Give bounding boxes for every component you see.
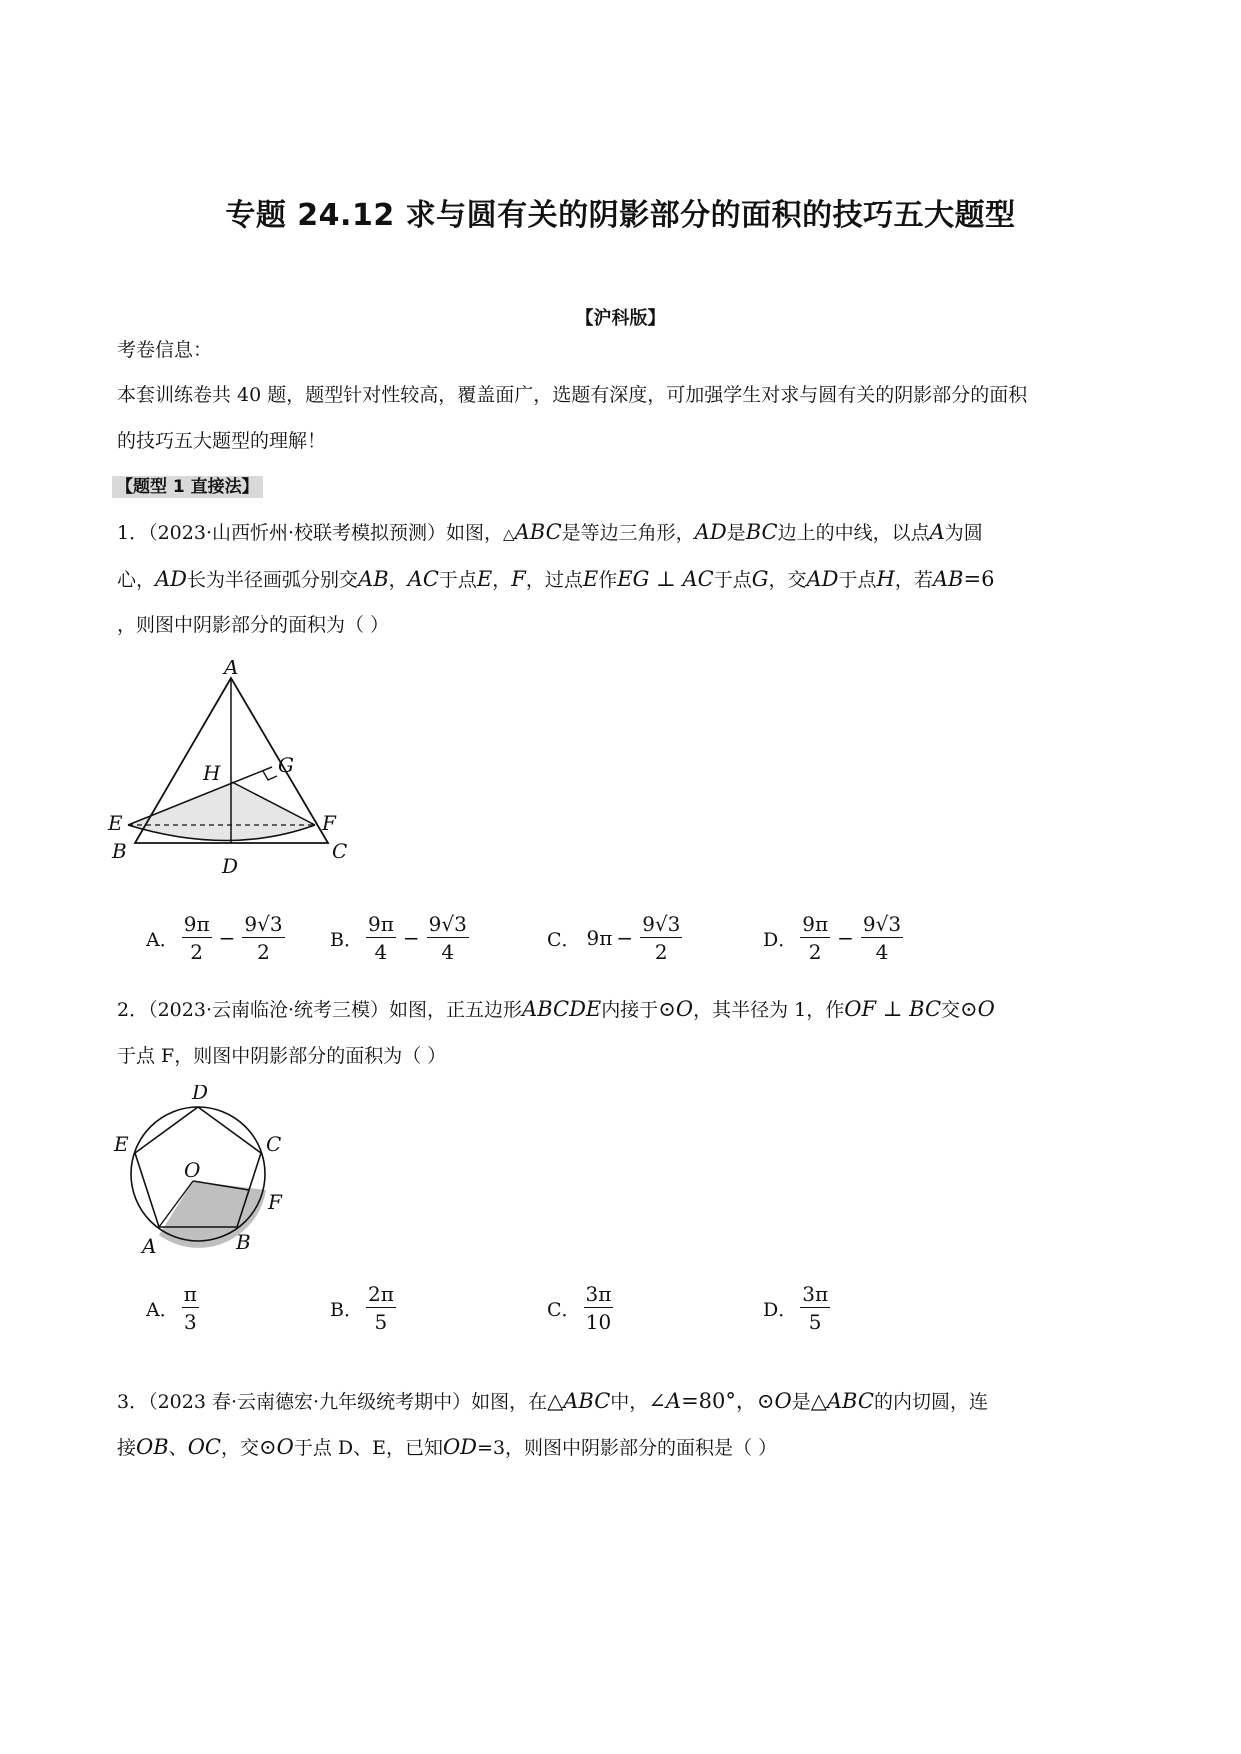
fraction: $\frac{2\pi}{5}$ xyxy=(367,1282,394,1334)
fraction: $\frac{9\pi}{2}$ xyxy=(183,912,210,964)
fraction: $\frac{\pi}{3}$ xyxy=(183,1282,197,1334)
q2-label: C xyxy=(266,1132,282,1156)
q1-line-3: ，则图中阴影部分的面积为（ ） xyxy=(117,614,390,636)
intro-line-2: 的技巧五大题型的理解！ xyxy=(117,430,327,452)
page-title: 专题 24.12 求与圆有关的阴影部分的面积的技巧五大题型 xyxy=(225,198,1016,233)
fraction: $\frac{3\pi}{10}$ xyxy=(585,1282,612,1334)
q1-line-2: 心，AD长为半径画弧分别交AB，AC于点E，F，过点E作EG ⊥ AC于点G，交AD于点H，若AB=6 xyxy=(117,567,995,591)
q2-line-1: 2．（2023·云南临沧·统考三模）如图，正五边形ABCDE内接于⊙O，其半径为 1，作OF ⊥ BC交⊙O xyxy=(117,997,995,1021)
q1-right-angle-mark xyxy=(263,771,277,780)
q2-label: D xyxy=(192,1085,209,1104)
q1-figure xyxy=(100,660,360,890)
q1-label: H xyxy=(203,761,221,785)
q1-label: C xyxy=(332,839,348,863)
q1-label: B xyxy=(112,839,127,863)
fraction: $\frac{9\pi}{4}$ xyxy=(367,912,394,964)
q1-label: D xyxy=(222,854,239,878)
q1-label: G xyxy=(278,753,294,777)
fraction: $\frac{9√3}{4}$ xyxy=(862,912,902,964)
q3-line-1: 3．（2023 春·云南德宏·九年级统考期中）如图，在△ABC中，∠A=80°，⊙O是△ABC的内切圆，连 xyxy=(117,1389,988,1413)
q1-option-c[interactable]: C． 9π − $\frac{9√3}{2}$ xyxy=(547,912,681,964)
q1-option-a[interactable]: A． $\frac{9\pi}{2}$ − $\frac{9√3}{2}$ xyxy=(146,912,283,964)
q2-label: E xyxy=(114,1132,129,1156)
q1-label: A xyxy=(224,660,239,679)
edition-label: 【沪科版】 xyxy=(575,308,666,329)
q2-option-c[interactable]: C． $\frac{3\pi}{10}$ xyxy=(547,1282,612,1334)
fraction: $\frac{3\pi}{5}$ xyxy=(802,1282,829,1334)
intro-line-1: 本套训练卷共 40 题，题型针对性较高，覆盖面广，选题有深度，可加强学生对求与圆有关的阴影部分的面积 xyxy=(117,384,1028,406)
q2-option-a[interactable]: A． $\frac{\pi}{3}$ xyxy=(146,1282,197,1334)
section-tag: 【题型 1 直接法】 xyxy=(112,476,263,498)
fraction: $\frac{9√3}{2}$ xyxy=(244,912,283,964)
q1-option-b[interactable]: B． $\frac{9\pi}{4}$ − $\frac{9√3}{4}$ xyxy=(330,912,467,964)
section-heading xyxy=(112,467,263,506)
info-label: 考卷信息： xyxy=(117,339,213,361)
q1-option-d[interactable]: D． $\frac{9\pi}{2}$ − $\frac{9√3}{4}$ xyxy=(763,912,902,964)
q1-label: E xyxy=(108,811,123,835)
q2-option-d[interactable]: D． $\frac{3\pi}{5}$ xyxy=(763,1282,829,1334)
q2-option-b[interactable]: B． $\frac{2\pi}{5}$ xyxy=(330,1282,394,1334)
q3-line-2: 接OB、OC，交⊙O于点 D、E，已知OD=3，则图中阴影部分的面积是（ ） xyxy=(117,1435,778,1459)
q2-label: B xyxy=(236,1230,251,1254)
fraction: $\frac{9\pi}{2}$ xyxy=(802,912,829,964)
q1-label: F xyxy=(322,811,336,835)
q2-label: O xyxy=(184,1158,201,1182)
q1-line-1: 1．（2023·山西忻州·校联考模拟预测）如图，△ABC是等边三角形，AD是BC边上的中线，以点A为圆 xyxy=(117,520,983,544)
q2-line-2: 于点 F，则图中阴影部分的面积为（ ） xyxy=(117,1045,447,1067)
fraction: $\frac{9√3}{4}$ xyxy=(428,912,467,964)
fraction: $\frac{9√3}{2}$ xyxy=(642,912,681,964)
q2-figure xyxy=(100,1085,300,1270)
q2-label: A xyxy=(142,1234,157,1258)
q2-label: F xyxy=(268,1190,282,1214)
